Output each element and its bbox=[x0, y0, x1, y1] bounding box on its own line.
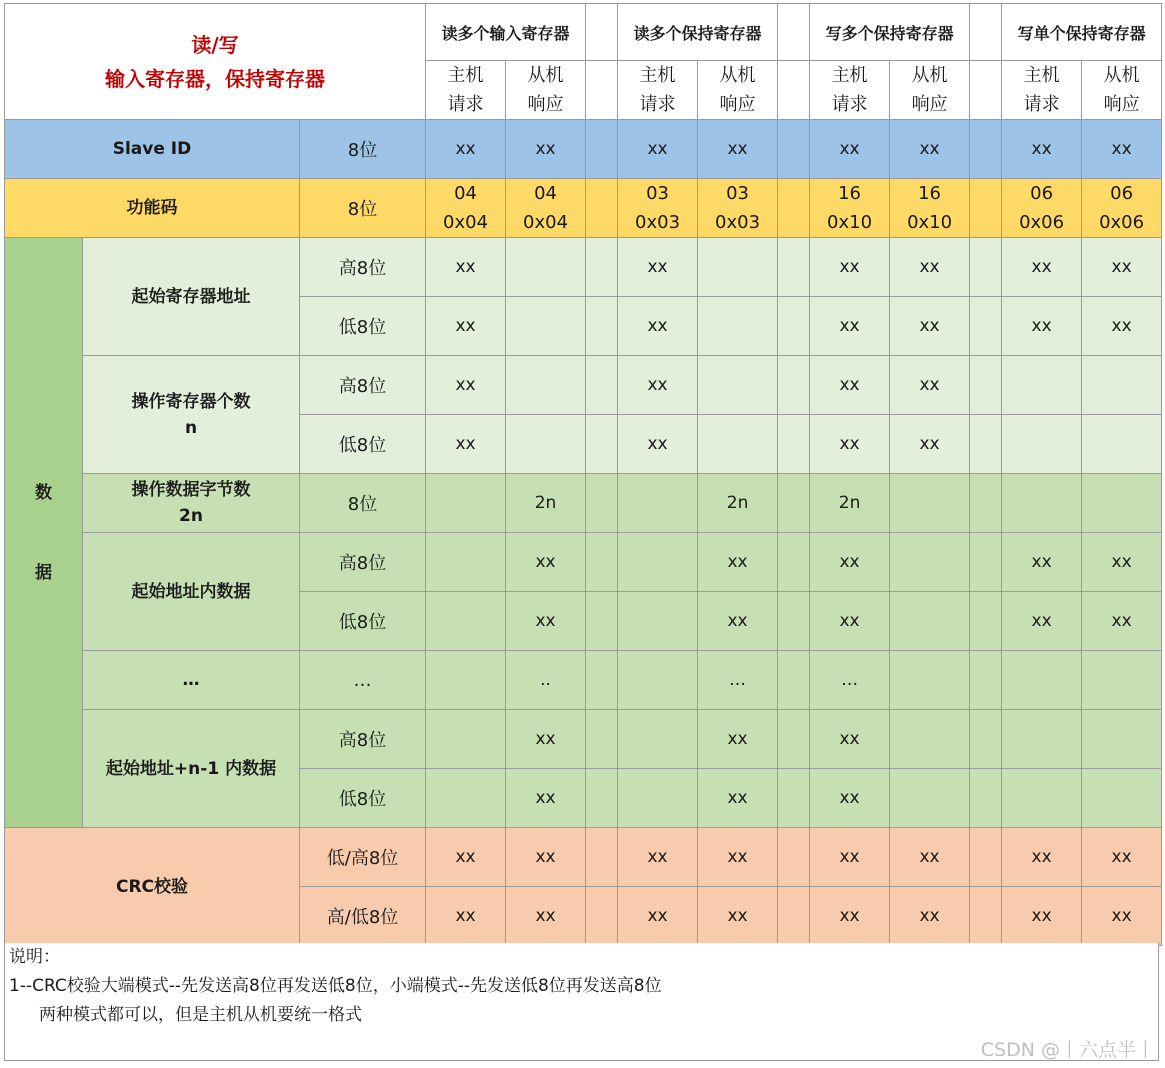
bits-label: 8位 bbox=[300, 179, 426, 238]
cell-value bbox=[426, 710, 506, 769]
cell-value: xx bbox=[810, 592, 890, 651]
cell-value: xx bbox=[618, 887, 698, 946]
op-header-read-holding: 读多个保持寄存器 bbox=[618, 4, 778, 61]
bits-label: 高8位 bbox=[300, 356, 426, 415]
cell-value: xx bbox=[810, 297, 890, 356]
spacer-cell bbox=[778, 828, 810, 887]
reg-count-label: 操作寄存器个数 n bbox=[83, 356, 300, 474]
slave-response-header: 从机 响应 bbox=[890, 61, 970, 120]
cell-value bbox=[1082, 710, 1162, 769]
cell-value: 2n bbox=[810, 474, 890, 533]
ellipsis-label: … bbox=[83, 651, 300, 710]
spacer-cell bbox=[970, 415, 1002, 474]
notes-title: 说明： bbox=[9, 947, 60, 967]
cell-value: xx bbox=[810, 238, 890, 297]
spacer-cell bbox=[778, 533, 810, 592]
cell-value: xx bbox=[426, 887, 506, 946]
function-code-label: 功能码 bbox=[5, 179, 300, 238]
spacer-cell bbox=[586, 179, 618, 238]
modbus-register-table bbox=[4, 3, 1162, 946]
spacer-cell bbox=[970, 238, 1002, 297]
spacer-cell bbox=[778, 297, 810, 356]
cell-value: xx bbox=[618, 238, 698, 297]
spacer-cell bbox=[970, 179, 1002, 238]
bits-label: 低8位 bbox=[300, 297, 426, 356]
cell-value: xx bbox=[698, 828, 778, 887]
cell-value bbox=[618, 651, 698, 710]
cell-value bbox=[890, 592, 970, 651]
row-crc-first bbox=[5, 828, 1162, 887]
spacer-cell bbox=[778, 120, 810, 179]
spacer-cell bbox=[586, 474, 618, 533]
cell-value: xx bbox=[1002, 120, 1082, 179]
cell-value: xx bbox=[890, 297, 970, 356]
title-line-1: 读/写 bbox=[191, 32, 239, 57]
data-group-label: 数 据 bbox=[5, 238, 83, 828]
row-ellipsis bbox=[5, 651, 1162, 710]
bits-label: 高8位 bbox=[300, 710, 426, 769]
bits-label: 高8位 bbox=[300, 238, 426, 297]
cell-value: … bbox=[698, 651, 778, 710]
cell-value bbox=[506, 297, 586, 356]
bits-label: 高8位 bbox=[300, 533, 426, 592]
cell-value: xx bbox=[698, 769, 778, 828]
byte-count-label: 操作数据字节数 2n bbox=[83, 474, 300, 533]
cell-value: xx bbox=[1082, 238, 1162, 297]
cell-value: xx bbox=[810, 356, 890, 415]
cell-value: xx bbox=[618, 120, 698, 179]
spacer-cell bbox=[970, 769, 1002, 828]
cell-value bbox=[1002, 710, 1082, 769]
row-end-data-high bbox=[5, 710, 1162, 769]
spacer-cell bbox=[970, 120, 1002, 179]
row-start-data-high bbox=[5, 533, 1162, 592]
cell-value: xx bbox=[1082, 120, 1162, 179]
cell-value: xx bbox=[1082, 887, 1162, 946]
slave-id-label: Slave ID bbox=[5, 120, 300, 179]
spacer-cell bbox=[970, 592, 1002, 651]
cell-value: xx bbox=[426, 415, 506, 474]
cell-value bbox=[890, 769, 970, 828]
cell-value: xx bbox=[698, 120, 778, 179]
cell-value: xx bbox=[1002, 238, 1082, 297]
cell-value: xx bbox=[618, 356, 698, 415]
op-header-write-single: 写单个保持寄存器 bbox=[1002, 4, 1162, 61]
cell-value bbox=[618, 710, 698, 769]
spacer-cell bbox=[586, 533, 618, 592]
spacer-cell bbox=[778, 887, 810, 946]
spacer-cell bbox=[970, 887, 1002, 946]
notes-line-2: 两种模式都可以，但是主机从机要统一格式 bbox=[39, 1005, 362, 1025]
spacer-cell bbox=[778, 356, 810, 415]
spacer-cell bbox=[586, 592, 618, 651]
cell-value: 2n bbox=[698, 474, 778, 533]
bits-label: 低8位 bbox=[300, 769, 426, 828]
cell-value: xx bbox=[426, 238, 506, 297]
cell-value: xx bbox=[698, 710, 778, 769]
row-start-addr-high bbox=[5, 238, 1162, 297]
cell-value bbox=[506, 356, 586, 415]
cell-value: xx bbox=[890, 238, 970, 297]
cell-value: xx bbox=[1082, 592, 1162, 651]
start-data-label: 起始地址内数据 bbox=[83, 533, 300, 651]
spacer-cell bbox=[586, 238, 618, 297]
function-code-cell: 04 0x04 bbox=[426, 179, 506, 238]
cell-value bbox=[426, 769, 506, 828]
cell-value bbox=[698, 238, 778, 297]
function-code-cell: 16 0x10 bbox=[810, 179, 890, 238]
cell-value bbox=[426, 592, 506, 651]
spacer-cell bbox=[586, 356, 618, 415]
spacer-cell bbox=[586, 297, 618, 356]
spacer-cell bbox=[586, 828, 618, 887]
spacer-cell bbox=[778, 238, 810, 297]
cell-value: xx bbox=[1002, 887, 1082, 946]
cell-value: … bbox=[810, 651, 890, 710]
cell-value: xx bbox=[618, 415, 698, 474]
spacer-cell bbox=[778, 769, 810, 828]
spacer-cell bbox=[970, 710, 1002, 769]
cell-value bbox=[1002, 356, 1082, 415]
cell-value bbox=[1082, 651, 1162, 710]
cell-value: xx bbox=[506, 887, 586, 946]
cell-value: xx bbox=[506, 828, 586, 887]
cell-value: xx bbox=[506, 769, 586, 828]
op-header-read-input: 读多个输入寄存器 bbox=[426, 4, 586, 61]
cell-value: xx bbox=[810, 710, 890, 769]
master-request-header: 主机 请求 bbox=[618, 61, 698, 120]
spacer-cell bbox=[778, 474, 810, 533]
function-code-cell: 16 0x10 bbox=[890, 179, 970, 238]
function-code-cell: 03 0x03 bbox=[698, 179, 778, 238]
cell-value bbox=[426, 651, 506, 710]
bits-label: 8位 bbox=[300, 474, 426, 533]
cell-value: xx bbox=[890, 356, 970, 415]
slave-response-header: 从机 响应 bbox=[698, 61, 778, 120]
cell-value: xx bbox=[890, 120, 970, 179]
cell-value: xx bbox=[1082, 533, 1162, 592]
spacer-cell bbox=[586, 120, 618, 179]
spacer-cell bbox=[778, 179, 810, 238]
cell-value: xx bbox=[426, 297, 506, 356]
spacer-cell bbox=[970, 533, 1002, 592]
cell-value bbox=[618, 474, 698, 533]
cell-value: xx bbox=[426, 356, 506, 415]
cell-value: 2n bbox=[506, 474, 586, 533]
row-slave-id bbox=[5, 120, 1162, 179]
bits-label: 高/低8位 bbox=[300, 887, 426, 946]
end-data-label: 起始地址+n-1 内数据 bbox=[83, 710, 300, 828]
cell-value: xx bbox=[890, 828, 970, 887]
row-reg-count-high bbox=[5, 356, 1162, 415]
spacer-cell bbox=[778, 415, 810, 474]
cell-value bbox=[506, 415, 586, 474]
title-line-2: 输入寄存器，保持寄存器 bbox=[105, 66, 326, 91]
spacer-cell bbox=[778, 651, 810, 710]
bits-label: 低8位 bbox=[300, 415, 426, 474]
spacer-cell bbox=[970, 356, 1002, 415]
cell-value bbox=[890, 651, 970, 710]
cell-value: xx bbox=[1002, 297, 1082, 356]
spacer-cell bbox=[778, 710, 810, 769]
spacer-cell bbox=[970, 651, 1002, 710]
spacer-cell bbox=[586, 415, 618, 474]
cell-value: xx bbox=[810, 769, 890, 828]
cell-value: xx bbox=[810, 415, 890, 474]
cell-value bbox=[618, 533, 698, 592]
bits-label: … bbox=[300, 651, 426, 710]
cell-value bbox=[1002, 769, 1082, 828]
watermark: CSDN @丨六点半丨 bbox=[980, 1039, 1155, 1061]
cell-value: xx bbox=[506, 533, 586, 592]
cell-value bbox=[698, 415, 778, 474]
master-request-header: 主机 请求 bbox=[426, 61, 506, 120]
cell-value bbox=[890, 533, 970, 592]
start-addr-label: 起始寄存器地址 bbox=[83, 238, 300, 356]
cell-value bbox=[426, 533, 506, 592]
function-code-cell: 04 0x04 bbox=[506, 179, 586, 238]
cell-value bbox=[890, 710, 970, 769]
cell-value: xx bbox=[810, 887, 890, 946]
cell-value: xx bbox=[618, 828, 698, 887]
cell-value bbox=[506, 238, 586, 297]
cell-value bbox=[1082, 356, 1162, 415]
spacer-cell bbox=[778, 592, 810, 651]
master-request-header: 主机 请求 bbox=[1002, 61, 1082, 120]
cell-value: xx bbox=[890, 887, 970, 946]
cell-value: xx bbox=[618, 297, 698, 356]
spacer-cell bbox=[970, 474, 1002, 533]
cell-value: xx bbox=[506, 120, 586, 179]
cell-value: xx bbox=[1002, 533, 1082, 592]
cell-value bbox=[698, 356, 778, 415]
cell-value: xx bbox=[1082, 297, 1162, 356]
row-byte-count bbox=[5, 474, 1162, 533]
cell-value: xx bbox=[890, 415, 970, 474]
cell-value: xx bbox=[698, 887, 778, 946]
function-code-cell: 03 0x03 bbox=[618, 179, 698, 238]
cell-value bbox=[618, 769, 698, 828]
bits-label: 低/高8位 bbox=[300, 828, 426, 887]
cell-value: xx bbox=[426, 120, 506, 179]
cell-value bbox=[1002, 651, 1082, 710]
cell-value bbox=[1082, 769, 1162, 828]
cell-value: xx bbox=[698, 592, 778, 651]
cell-value bbox=[698, 297, 778, 356]
cell-value: .. bbox=[506, 651, 586, 710]
cell-value: xx bbox=[426, 828, 506, 887]
bits-label: 低8位 bbox=[300, 592, 426, 651]
table-title bbox=[5, 4, 426, 120]
spacer-cell bbox=[586, 710, 618, 769]
spacer-cell bbox=[970, 828, 1002, 887]
cell-value: xx bbox=[1002, 592, 1082, 651]
cell-value: xx bbox=[1082, 828, 1162, 887]
cell-value: xx bbox=[506, 592, 586, 651]
cell-value: xx bbox=[810, 828, 890, 887]
function-code-cell: 06 0x06 bbox=[1082, 179, 1162, 238]
cell-value bbox=[426, 474, 506, 533]
spacer-cell bbox=[970, 297, 1002, 356]
cell-value bbox=[1082, 415, 1162, 474]
cell-value: xx bbox=[1002, 828, 1082, 887]
slave-response-header: 从机 响应 bbox=[1082, 61, 1162, 120]
spacer-cell bbox=[586, 887, 618, 946]
cell-value bbox=[1082, 474, 1162, 533]
slave-response-header: 从机 响应 bbox=[506, 61, 586, 120]
row-function-code bbox=[5, 179, 1162, 238]
cell-value: xx bbox=[810, 533, 890, 592]
cell-value bbox=[1002, 415, 1082, 474]
cell-value bbox=[618, 592, 698, 651]
crc-label: CRC校验 bbox=[5, 828, 300, 946]
cell-value bbox=[890, 474, 970, 533]
spacer-cell bbox=[586, 769, 618, 828]
cell-value: xx bbox=[698, 533, 778, 592]
notes-line-1: 1--CRC校验大端模式--先发送高8位再发送低8位，小端模式--先发送低8位再发送高8位 bbox=[9, 976, 662, 996]
cell-value: xx bbox=[506, 710, 586, 769]
bits-label: 8位 bbox=[300, 120, 426, 179]
cell-value bbox=[1002, 474, 1082, 533]
function-code-cell: 06 0x06 bbox=[1002, 179, 1082, 238]
master-request-header: 主机 请求 bbox=[810, 61, 890, 120]
cell-value: xx bbox=[810, 120, 890, 179]
op-header-write-multiple: 写多个保持寄存器 bbox=[810, 4, 970, 61]
spacer-cell bbox=[586, 651, 618, 710]
